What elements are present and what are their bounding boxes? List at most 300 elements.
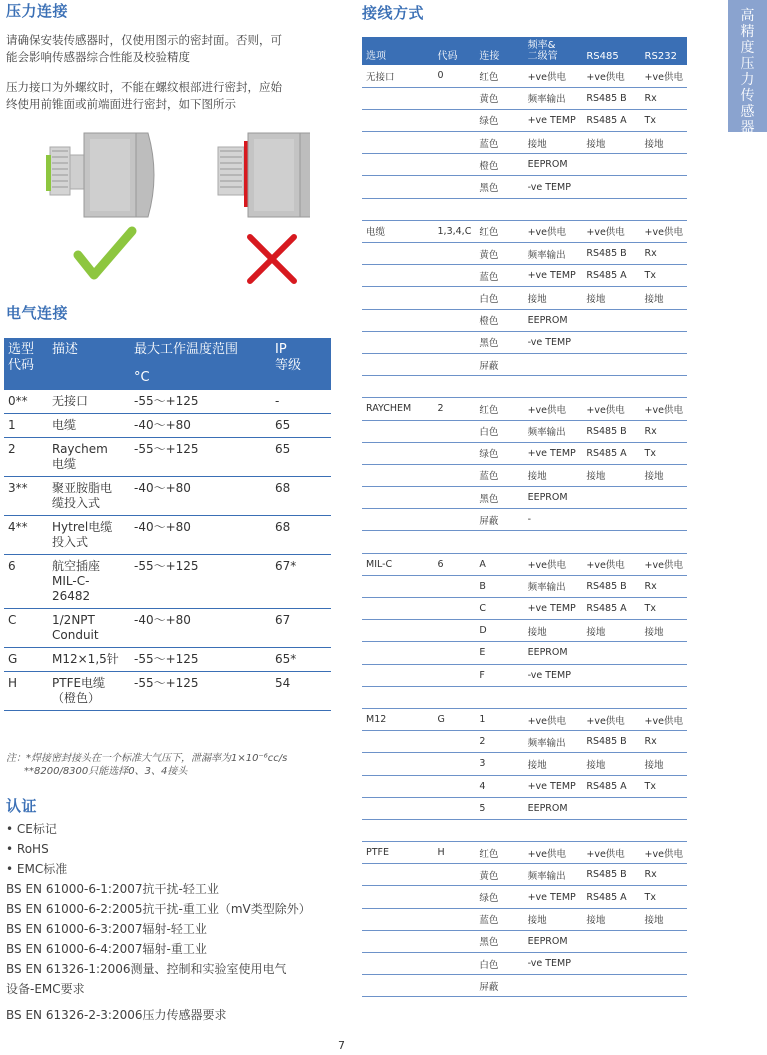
cell-text: Raychem (52, 442, 108, 456)
cell-description (48, 477, 130, 516)
cell-option (362, 664, 434, 686)
standard-line: BS EN 61000-6-4:2007辐射-重工业 (6, 942, 207, 956)
pressure-connection-paragraph-1 (6, 32, 282, 66)
cell-rs232: Rx (641, 243, 687, 265)
cell-text: 65 (275, 442, 291, 456)
cell-option (362, 464, 434, 486)
cell-text: -55～+125 (134, 676, 199, 690)
cell-option (362, 975, 434, 997)
spacer-cell (524, 198, 583, 220)
para-line: 终使用前锥面或前端面进行密封，如下图所示 (6, 97, 236, 111)
cell-frequency: +ve供电 (524, 398, 583, 420)
cell-code (434, 731, 476, 753)
cell-option (362, 575, 434, 597)
spacer-cell (582, 531, 640, 553)
cell-code (4, 516, 48, 555)
cell-rs232 (641, 953, 687, 975)
cell-rs232 (641, 509, 687, 531)
side-tab-char: 器 (740, 120, 755, 136)
electrical-connection-heading: 电气连接 (6, 304, 69, 322)
cell-rs232: +ve供电 (641, 553, 687, 575)
cell-code (434, 87, 476, 109)
header-code: 代码 (434, 37, 476, 65)
electrical-table-header (4, 338, 331, 390)
cell-frequency: +ve供电 (524, 220, 583, 242)
cell-frequency: -ve TEMP (524, 953, 583, 975)
cell-option (362, 87, 434, 109)
cell-code (434, 464, 476, 486)
table-row (362, 109, 687, 131)
cell-connection: D (475, 620, 523, 642)
cell-option (362, 953, 434, 975)
cell-rs485: RS485 B (582, 575, 640, 597)
cell-code (434, 975, 476, 997)
cell-rs232: Tx (641, 886, 687, 908)
cell-rs232 (641, 176, 687, 198)
table-row (362, 87, 687, 109)
cell-ip (271, 414, 331, 438)
cell-option (362, 908, 434, 930)
cell-option (362, 420, 434, 442)
cell-connection: 白色 (475, 420, 523, 442)
cell-ip (271, 390, 331, 414)
group-spacer-row (362, 376, 687, 398)
header-rs232: RS232 (641, 37, 687, 65)
cell-option (362, 243, 434, 265)
spacer-cell (434, 819, 476, 841)
table-row (362, 908, 687, 930)
table-row (362, 864, 687, 886)
cell-rs232 (641, 975, 687, 997)
table-row (4, 648, 331, 672)
table-row (362, 176, 687, 198)
cell-option (362, 132, 434, 154)
cell-code: G (434, 708, 476, 730)
cell-code (434, 908, 476, 930)
cell-temperature (130, 438, 271, 477)
cell-frequency: 接地 (524, 464, 583, 486)
cell-code: 0 (434, 65, 476, 87)
spacer-cell (641, 376, 687, 398)
cell-temperature (130, 648, 271, 672)
cell-frequency: 频率输出 (524, 731, 583, 753)
cell-rs232: +ve供电 (641, 398, 687, 420)
header-connection: 连接 (475, 37, 523, 65)
spacer-cell (475, 531, 523, 553)
wiring-heading: 接线方式 (362, 4, 425, 22)
cell-rs232: Tx (641, 775, 687, 797)
spacer-cell (362, 376, 434, 398)
cell-frequency: - (524, 509, 583, 531)
table-row (362, 509, 687, 531)
cell-frequency: 接地 (524, 132, 583, 154)
side-tab-char: 精 (740, 24, 755, 40)
cell-rs485: 接地 (582, 620, 640, 642)
cell-rs232: +ve供电 (641, 220, 687, 242)
cell-rs485 (582, 797, 640, 819)
cell-frequency (524, 975, 583, 997)
table-row (4, 438, 331, 477)
cell-rs232: Rx (641, 731, 687, 753)
cell-rs485: RS485 B (582, 87, 640, 109)
cell-option (362, 620, 434, 642)
cell-description (48, 648, 130, 672)
cell-rs485 (582, 353, 640, 375)
cell-frequency: +ve TEMP (524, 598, 583, 620)
cell-rs485: 接地 (582, 908, 640, 930)
cell-code (4, 390, 48, 414)
spacer-cell (362, 819, 434, 841)
table-row (4, 672, 331, 711)
header-code: 选型 代码 (4, 338, 48, 390)
cell-connection: 4 (475, 775, 523, 797)
cell-code (434, 309, 476, 331)
cell-frequency: +ve TEMP (524, 109, 583, 131)
cell-option (362, 154, 434, 176)
cell-frequency: EEPROM (524, 309, 583, 331)
cell-frequency: -ve TEMP (524, 176, 583, 198)
cell-option: PTFE (362, 842, 434, 864)
cell-rs232 (641, 331, 687, 353)
cell-text: -55～+125 (134, 559, 199, 573)
side-tab (728, 0, 767, 136)
cell-frequency: 接地 (524, 908, 583, 930)
cell-rs232: Rx (641, 87, 687, 109)
cell-ip (271, 438, 331, 477)
table-row (4, 555, 331, 609)
cell-text: 68 (275, 520, 291, 534)
cell-code (434, 797, 476, 819)
cell-option (362, 265, 434, 287)
cell-code (4, 477, 48, 516)
cell-rs232 (641, 664, 687, 686)
cell-rs232: Rx (641, 420, 687, 442)
cell-rs232: +ve供电 (641, 708, 687, 730)
cell-text: 6 (8, 559, 16, 573)
cell-text: 聚亚胺脂电 (52, 481, 113, 495)
page-number: 7 (338, 1039, 345, 1052)
cell-text: 1 (8, 418, 16, 432)
para-line: 能会影响传感器综合性能及校验精度 (6, 50, 190, 64)
cell-text: 电缆 (52, 457, 77, 471)
cell-connection: 1 (475, 708, 523, 730)
cell-text: 2 (8, 442, 16, 456)
table-row (4, 609, 331, 648)
cell-text: 投入式 (52, 535, 89, 549)
cell-text: 68 (275, 481, 291, 495)
table-row (362, 553, 687, 575)
cell-connection: F (475, 664, 523, 686)
cell-rs232: Rx (641, 864, 687, 886)
cell-text: H (8, 676, 18, 690)
cell-code (434, 154, 476, 176)
certification-heading: 认证 (6, 797, 38, 815)
cell-rs232: 接地 (641, 908, 687, 930)
cell-connection: 黑色 (475, 176, 523, 198)
cell-code (434, 353, 476, 375)
cross-icon (250, 237, 294, 281)
cell-option (362, 176, 434, 198)
cell-connection: 黑色 (475, 930, 523, 952)
cell-text: （橙色） (52, 691, 101, 705)
cell-text: 65 (275, 418, 291, 432)
cell-frequency: EEPROM (524, 642, 583, 664)
cell-rs232: Tx (641, 598, 687, 620)
group-spacer-row (362, 819, 687, 841)
side-tab-char: 高 (740, 8, 755, 24)
cell-ip (271, 672, 331, 711)
cell-rs485 (582, 154, 640, 176)
spacer-cell (362, 531, 434, 553)
side-tab-char: 压 (740, 56, 755, 72)
cell-frequency: -ve TEMP (524, 331, 583, 353)
standard-line: BS EN 61326-2-3:2006压力传感器要求 (6, 1008, 227, 1022)
spacer-cell (475, 376, 523, 398)
cell-description (48, 414, 130, 438)
cell-text: -55～+125 (134, 652, 199, 666)
spacer-cell (434, 531, 476, 553)
incorrect-seal-sensor-image (218, 133, 310, 217)
cell-option (362, 930, 434, 952)
para-line: 压力接口为外螺纹时，不能在螺纹根部进行密封，应始 (6, 80, 282, 94)
wiring-table-header (362, 37, 687, 65)
cell-temperature (130, 477, 271, 516)
cell-option (362, 331, 434, 353)
table-row (362, 753, 687, 775)
cell-temperature (130, 414, 271, 438)
cell-connection: 蓝色 (475, 132, 523, 154)
cell-option (362, 309, 434, 331)
table-row (362, 398, 687, 420)
cell-rs232: Tx (641, 109, 687, 131)
cell-rs232 (641, 797, 687, 819)
header-frequency: 频率& 二级管 (524, 37, 583, 65)
table-row (362, 132, 687, 154)
table-row (362, 620, 687, 642)
cell-rs232 (641, 309, 687, 331)
para-line: 请确保安装传感器时，仅使用图示的密封面。否则，可 (6, 33, 282, 47)
cell-code (434, 176, 476, 198)
cell-text: -55～+125 (134, 442, 199, 456)
cell-rs485: RS485 A (582, 265, 640, 287)
spacer-cell (641, 198, 687, 220)
cell-rs485: 接地 (582, 132, 640, 154)
spacer-cell (582, 686, 640, 708)
cell-option (362, 775, 434, 797)
cell-connection: C (475, 598, 523, 620)
cell-option: M12 (362, 708, 434, 730)
table-row (362, 664, 687, 686)
cell-rs485 (582, 975, 640, 997)
cell-connection: 红色 (475, 842, 523, 864)
cell-code (434, 265, 476, 287)
cell-ip (271, 477, 331, 516)
cell-option (362, 598, 434, 620)
pressure-connection-paragraph-2 (6, 79, 282, 113)
cell-description (48, 672, 130, 711)
cell-connection: 绿色 (475, 886, 523, 908)
cell-frequency: +ve TEMP (524, 775, 583, 797)
cell-temperature (130, 672, 271, 711)
cell-connection: 5 (475, 797, 523, 819)
electrical-notes (6, 752, 287, 778)
spacer-cell (524, 376, 583, 398)
cell-text: -55～+125 (134, 394, 199, 408)
cell-connection: 绿色 (475, 442, 523, 464)
cell-ip (271, 609, 331, 648)
cell-code (434, 642, 476, 664)
cell-rs232: Tx (641, 265, 687, 287)
cell-rs485: +ve供电 (582, 708, 640, 730)
cell-connection: 黄色 (475, 864, 523, 886)
cell-rs232: Rx (641, 575, 687, 597)
cell-text: 1/2NPT (52, 613, 95, 627)
cell-option (362, 886, 434, 908)
cell-connection: 屏蔽 (475, 975, 523, 997)
cell-rs485 (582, 487, 640, 509)
cell-rs485 (582, 642, 640, 664)
cell-option (362, 864, 434, 886)
cell-rs485: +ve供电 (582, 220, 640, 242)
check-icon (78, 231, 132, 275)
cell-rs485: +ve供电 (582, 398, 640, 420)
cell-frequency: 频率输出 (524, 864, 583, 886)
sealing-illustration (40, 125, 310, 290)
cell-text: -40～+80 (134, 418, 191, 432)
cell-rs485: RS485 A (582, 598, 640, 620)
cell-text: -40～+80 (134, 520, 191, 534)
cell-connection: 蓝色 (475, 464, 523, 486)
cell-ip (271, 516, 331, 555)
side-tab-char: 感 (740, 104, 755, 120)
table-row (362, 886, 687, 908)
cell-code: 6 (434, 553, 476, 575)
cell-code (4, 414, 48, 438)
cell-text: - (275, 394, 280, 408)
cell-frequency: 频率输出 (524, 420, 583, 442)
cell-rs232: +ve供电 (641, 65, 687, 87)
table-row (362, 420, 687, 442)
list-item: • CE标记 (6, 822, 57, 836)
cell-code (434, 886, 476, 908)
cell-rs485: RS485 B (582, 864, 640, 886)
cell-rs232 (641, 642, 687, 664)
cell-code (434, 664, 476, 686)
cell-description (48, 438, 130, 477)
side-tab-char: 力 (740, 72, 755, 88)
cell-text: MIL-C-26482 (52, 574, 91, 603)
cell-code (434, 753, 476, 775)
cell-frequency: -ve TEMP (524, 664, 583, 686)
table-row (362, 642, 687, 664)
cell-text: 4** (8, 520, 28, 534)
table-row (362, 331, 687, 353)
cell-frequency: EEPROM (524, 797, 583, 819)
list-item: • RoHS (6, 842, 49, 856)
header-ip: IP 等级 (271, 338, 331, 390)
cell-connection: 蓝色 (475, 908, 523, 930)
cell-code: 2 (434, 398, 476, 420)
side-tab-char: 传 (740, 88, 755, 104)
cell-connection: 白色 (475, 287, 523, 309)
spacer-cell (475, 198, 523, 220)
header-temp: 最大工作温度范围 °C (130, 338, 271, 390)
cell-option: 无接口 (362, 65, 434, 87)
table-row (362, 464, 687, 486)
table-row (362, 220, 687, 242)
table-row (362, 65, 687, 87)
table-row (362, 930, 687, 952)
spacer-cell (475, 819, 523, 841)
header-desc: 描述 (48, 338, 130, 390)
cell-option (362, 509, 434, 531)
cell-temperature (130, 609, 271, 648)
cell-code (434, 243, 476, 265)
note-line: 注：*焊接密封接头在一个标准大气压下，泄漏率为1×10⁻⁶cc/s (6, 753, 288, 764)
spacer-cell (524, 531, 583, 553)
cell-rs485 (582, 331, 640, 353)
cell-text: 无接口 (52, 394, 89, 408)
pressure-connection-heading: 压力连接 (6, 2, 69, 20)
cell-temperature (130, 516, 271, 555)
cell-code (434, 420, 476, 442)
cell-rs485: RS485 A (582, 886, 640, 908)
cell-connection: 黑色 (475, 331, 523, 353)
cell-connection: A (475, 553, 523, 575)
cell-rs485: 接地 (582, 287, 640, 309)
cell-text: 67* (275, 559, 297, 573)
note-line: **8200/8300只能选择0、3、4接头 (24, 766, 188, 777)
table-row (362, 598, 687, 620)
wiring-table (362, 37, 687, 997)
cell-rs485 (582, 509, 640, 531)
cell-rs232 (641, 154, 687, 176)
cell-text: C (8, 613, 17, 627)
cell-rs232: 接地 (641, 753, 687, 775)
cell-rs485: RS485 A (582, 775, 640, 797)
cell-description (48, 516, 130, 555)
cell-description (48, 609, 130, 648)
cell-code (434, 487, 476, 509)
cell-text: 3** (8, 481, 28, 495)
cell-text: PTFE电缆 (52, 676, 106, 690)
cell-text: G (8, 652, 18, 666)
cell-connection: 红色 (475, 65, 523, 87)
cell-rs485: 接地 (582, 464, 640, 486)
cell-text: M12×1,5针 (52, 652, 119, 666)
cell-code (434, 331, 476, 353)
spacer-cell (641, 819, 687, 841)
cell-rs232: 接地 (641, 620, 687, 642)
cell-text: Conduit (52, 628, 99, 642)
cell-connection: 蓝色 (475, 265, 523, 287)
spacer-cell (524, 819, 583, 841)
cell-text: Hytrel电缆 (52, 520, 113, 534)
cell-frequency: +ve TEMP (524, 265, 583, 287)
side-tab-char: 度 (740, 40, 755, 56)
standard-line: BS EN 61000-6-1:2007抗干扰-轻工业 (6, 882, 219, 896)
cell-text: -40～+80 (134, 613, 191, 627)
spacer-cell (582, 376, 640, 398)
cell-frequency: +ve TEMP (524, 886, 583, 908)
cell-description (48, 390, 130, 414)
cell-code (4, 648, 48, 672)
cell-frequency: EEPROM (524, 930, 583, 952)
cell-frequency: +ve供电 (524, 708, 583, 730)
spacer-cell (434, 686, 476, 708)
cell-rs485: RS485 B (582, 420, 640, 442)
cell-text: 电缆 (52, 418, 77, 432)
